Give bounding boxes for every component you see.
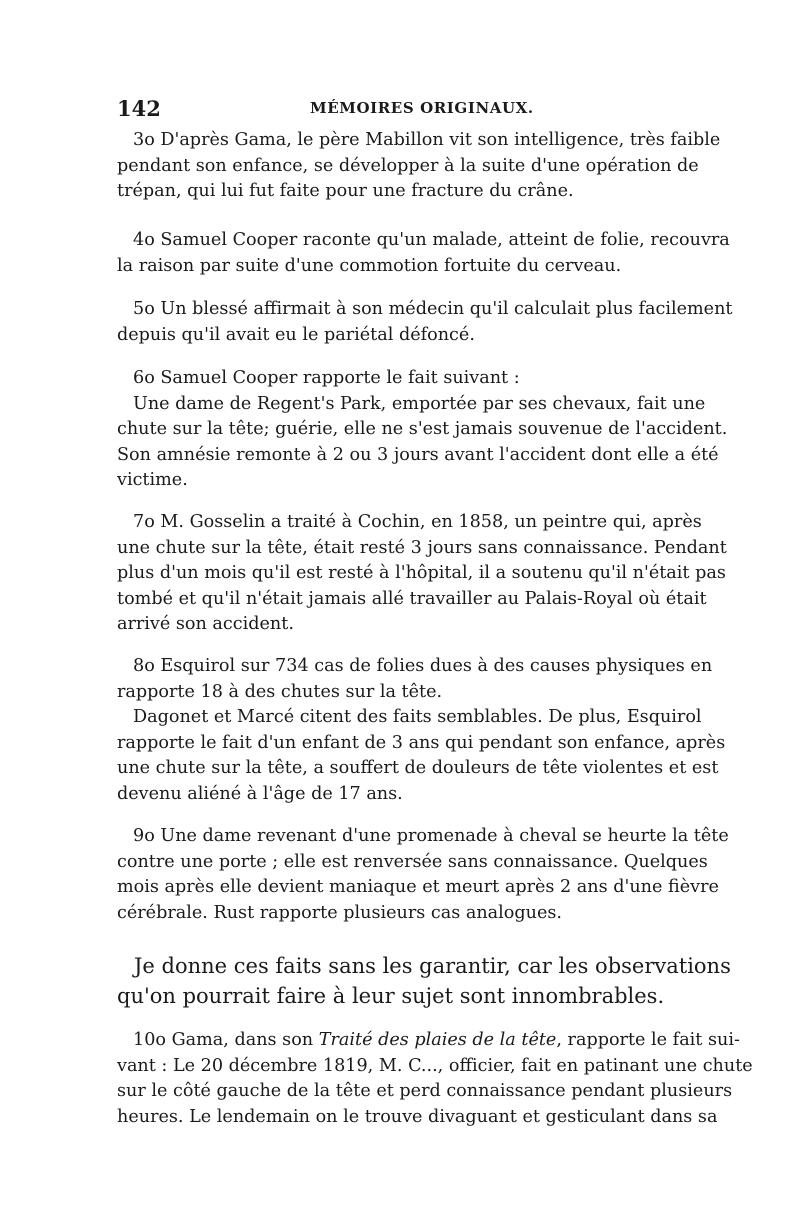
- paragraph-7: [117, 510, 727, 638]
- text-line: Une dame de Regent's Park, emportée par ses chevaux, fait une: [133, 393, 706, 414]
- text-line: Je donne ces faits sans les garantir, car les observations: [134, 954, 731, 978]
- paragraph-8: [117, 654, 726, 807]
- text-line: [117, 1028, 740, 1054]
- text-line: chute sur la tête; guérie, elle ne s'est jamais souvenue de l'accident.: [117, 419, 728, 439]
- text-line: plus d'un mois qu'il est resté à l'hôpital, il a soutenu qu'il n'était pas: [117, 563, 726, 583]
- text-line: 5o Un blessé affirmait à son médecin qu'il calculait plus facilement: [133, 299, 733, 319]
- page-number: 142: [117, 96, 161, 121]
- text-line: 9o Une dame revenant d'une promenade à cheval se heurte la tête: [133, 826, 729, 846]
- paragraph-remark: [117, 951, 731, 1011]
- paragraph-4: [117, 228, 730, 279]
- text-line: pendant son enfance, se développer à la suite d'une opération de: [117, 155, 699, 176]
- paragraph-10: [117, 1028, 753, 1130]
- text-line: depuis qu'il avait eu le pariétal défoncé.: [117, 324, 475, 345]
- text-line: devenu aliéné à l'âge de 17 ans.: [117, 783, 403, 804]
- text-line: la raison par suite d'une commotion fortuite du cerveau.: [117, 255, 622, 276]
- text-line: tombé et qu'il n'était jamais allé travailler au Palais-Royal où était: [117, 588, 707, 609]
- text-line: vant : Le 20 décembre 1819, M. C..., officier, fait en patinant une chute: [117, 1055, 753, 1076]
- paragraph-9: [117, 824, 729, 926]
- page-header: [117, 96, 683, 124]
- running-head: MÉMOIRES ORIGINAUX.: [310, 99, 534, 117]
- text-line: 6o Samuel Cooper rapporte le fait suivant :: [133, 368, 520, 388]
- paragraph-3: [117, 128, 721, 205]
- text-line: heures. Le lendemain on le trouve divaguant et gesticulant dans sa: [117, 1106, 718, 1127]
- text-line: contre une porte ; elle est renversée sans connaissance. Quelques: [117, 851, 708, 872]
- text-line: arrivé son accident.: [117, 614, 294, 634]
- text-line: rapporte 18 à des chutes sur la tête.: [117, 681, 443, 702]
- text-line: sur le côté gauche de la tête et perd connaissance pendant plusieurs: [117, 1081, 733, 1101]
- text-line: 4o Samuel Cooper raconte qu'un malade, atteint de folie, recouvra: [133, 230, 730, 250]
- text-line: 3o D'après Gama, le père Mabillon vit son intelligence, très faible: [133, 130, 721, 150]
- book-title: Traité des plaies de la tête: [318, 1030, 557, 1050]
- text-line: une chute sur la tête, était resté 3 jours sans connaissance. Pendant: [117, 537, 727, 558]
- paragraph-5: [117, 297, 733, 348]
- paragraph-6: [117, 366, 728, 494]
- text-line: cérébrale. Rust rapporte plusieurs cas analogues.: [117, 902, 563, 923]
- text-line: mois après elle devient maniaque et meurt après 2 ans d'une fièvre: [117, 877, 719, 897]
- text-fragment: , rapporte le fait sui-: [556, 1030, 740, 1050]
- text-line: Dagonet et Marcé citent des faits semblables. De plus, Esquirol: [133, 707, 702, 727]
- text-fragment: 10o Gama, dans son: [133, 1030, 314, 1050]
- text-line: une chute sur la tête, a souffert de douleurs de tête violentes et est: [117, 758, 719, 778]
- text-line: victime.: [117, 470, 188, 490]
- text-line: 7o M. Gosselin a traité à Cochin, en 1858, un peintre qui, après: [133, 512, 702, 532]
- text-line: trépan, qui lui fut faite pour une fracture du crâne.: [117, 181, 574, 201]
- text-line: Son amnésie remonte à 2 ou 3 jours avant l'accident dont elle a été: [117, 444, 719, 465]
- text-line: qu'on pourrait faire à leur sujet sont innombrables.: [117, 984, 665, 1008]
- text-line: 8o Esquirol sur 734 cas de folies dues à des causes physiques en: [133, 656, 713, 676]
- text-line: rapporte le fait d'un enfant de 3 ans qui pendant son enfance, après: [117, 732, 726, 753]
